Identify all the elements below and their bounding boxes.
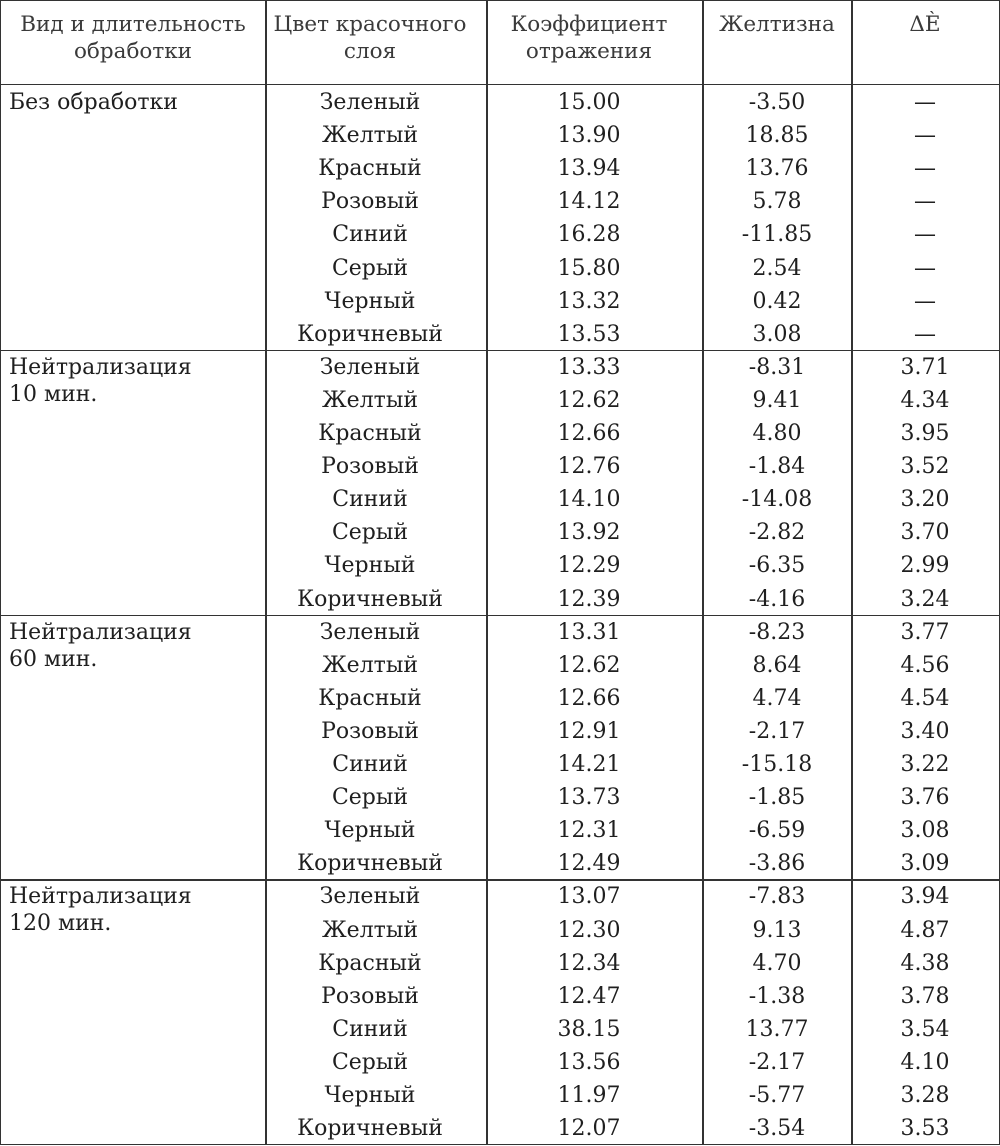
cell-yellowness: 8.64 — [752, 652, 802, 678]
header-delta-e — [909, 11, 940, 38]
cell-yellowness: -1.85 — [748, 785, 806, 811]
cell-delta-e: 4.34 — [900, 387, 950, 413]
cell-color: Красный — [318, 950, 422, 976]
cell-color: Зеленый — [319, 884, 421, 910]
header-treatment-line: Вид и длительность — [20, 12, 246, 37]
cell-reflectance: 12.29 — [557, 553, 621, 579]
group-separator — [0, 615, 1000, 616]
cell-color: Синий — [332, 1016, 408, 1042]
cell-yellowness: -6.59 — [748, 818, 806, 844]
group-label — [9, 89, 178, 116]
cell-yellowness: -2.17 — [748, 718, 806, 744]
cell-reflectance: 13.31 — [557, 619, 621, 645]
cell-reflectance: 13.33 — [557, 354, 621, 380]
cell-yellowness: -6.35 — [748, 553, 806, 579]
group-label-line: 60 мин. — [9, 646, 98, 672]
cell-reflectance: 12.39 — [557, 586, 621, 612]
cell-delta-e: 3.71 — [900, 354, 950, 380]
cell-color: Черный — [324, 553, 416, 579]
cell-delta-e: 3.08 — [900, 818, 950, 844]
cell-reflectance: 12.62 — [557, 652, 621, 678]
cell-yellowness: -15.18 — [741, 752, 813, 777]
header-treatment-line: обработки — [73, 39, 193, 64]
cell-delta-e: 4.10 — [900, 1049, 950, 1075]
cell-delta-e: 3.20 — [900, 487, 950, 513]
cell-color: Зеленый — [319, 619, 421, 645]
cell-delta-e: 4.38 — [900, 950, 950, 976]
cell-yellowness: 4.80 — [752, 421, 802, 446]
cell-reflectance: 13.92 — [557, 520, 621, 546]
cell-color: Черный — [324, 288, 416, 314]
cell-delta-e: 3.52 — [900, 454, 950, 480]
rule-vertical — [486, 0, 487, 1144]
cell-yellowness: 0.42 — [752, 288, 802, 314]
cell-delta-e: 2.99 — [900, 553, 950, 579]
cell-color: Розовый — [321, 718, 419, 744]
cell-delta-e: 3.78 — [900, 983, 950, 1009]
cell-delta-e: 3.70 — [900, 520, 950, 546]
cell-delta-e: 3.40 — [900, 718, 950, 744]
cell-yellowness: 18.85 — [745, 123, 809, 149]
cell-yellowness: -3.54 — [748, 1116, 806, 1142]
cell-yellowness: 2.54 — [752, 255, 802, 281]
cell-delta-e: — — [914, 156, 936, 182]
group-label — [9, 883, 192, 937]
cell-reflectance: 12.07 — [557, 1116, 621, 1142]
cell-color: Серый — [331, 255, 409, 281]
group-label — [9, 354, 192, 408]
cell-color: Синий — [332, 752, 408, 777]
cell-reflectance: 13.94 — [557, 156, 621, 182]
cell-yellowness: -3.86 — [748, 851, 806, 877]
cell-yellowness: -4.16 — [748, 586, 806, 612]
cell-yellowness: -1.84 — [748, 454, 806, 480]
cell-delta-e: — — [914, 255, 936, 281]
cell-color: Розовый — [321, 189, 419, 215]
cell-delta-e: 3.53 — [900, 1116, 950, 1142]
cell-yellowness: 13.76 — [745, 156, 809, 182]
cell-color: Синий — [332, 222, 408, 248]
cell-yellowness: -5.77 — [748, 1083, 806, 1108]
cell-yellowness: 5.78 — [752, 189, 802, 215]
cell-color: Желтый — [321, 123, 419, 149]
cell-delta-e: 3.24 — [900, 586, 950, 612]
cell-reflectance: 13.07 — [557, 884, 621, 910]
cell-delta-e: — — [914, 321, 936, 347]
cell-reflectance: 15.80 — [557, 255, 621, 281]
header-yellowness — [719, 11, 835, 38]
cell-color: Серый — [331, 520, 409, 546]
group-label-line: 120 мин. — [9, 911, 112, 937]
cell-yellowness: -11.85 — [741, 222, 813, 248]
cell-reflectance: 12.66 — [557, 685, 621, 711]
cell-reflectance: 12.66 — [557, 421, 621, 446]
cell-yellowness: -1.38 — [748, 983, 806, 1009]
cell-reflectance: 12.62 — [557, 387, 621, 413]
cell-color: Синий — [332, 487, 408, 513]
cell-delta-e: — — [914, 222, 936, 248]
cell-reflectance: 14.10 — [557, 487, 621, 513]
cell-color: Коричневый — [297, 851, 443, 877]
header-delta-e-line: ΔÈ — [909, 12, 941, 37]
cell-reflectance: 12.76 — [557, 454, 621, 480]
cell-yellowness: -14.08 — [741, 487, 813, 513]
cell-reflectance: 12.30 — [557, 917, 621, 943]
cell-color: Серый — [331, 785, 409, 811]
cell-delta-e: — — [914, 90, 936, 115]
cell-reflectance: 12.49 — [557, 851, 621, 877]
header-yellowness-line: Желтизна — [719, 12, 835, 37]
cell-reflectance: 13.73 — [557, 785, 621, 811]
cell-delta-e: 3.54 — [900, 1016, 950, 1042]
group-label-line: Нейтрализация — [9, 354, 192, 380]
cell-reflectance: 13.32 — [557, 288, 621, 314]
cell-delta-e: 3.28 — [900, 1083, 950, 1108]
cell-delta-e: — — [914, 189, 936, 215]
cell-color: Розовый — [321, 454, 419, 480]
header-color-line: слоя — [343, 39, 397, 64]
group-separator — [0, 350, 1000, 351]
cell-color: Черный — [324, 1083, 416, 1108]
rule-vertical — [702, 0, 703, 1144]
cell-yellowness: -2.17 — [748, 1049, 806, 1075]
group-separator — [0, 879, 1000, 880]
cell-yellowness: -2.82 — [748, 520, 806, 546]
cell-reflectance: 12.34 — [557, 950, 621, 976]
rule-bottom — [0, 1144, 1000, 1145]
cell-color: Красный — [318, 421, 422, 446]
cell-delta-e: 3.76 — [900, 785, 950, 811]
cell-color: Желтый — [321, 917, 419, 943]
header-reflectance-line: отражения — [525, 39, 653, 64]
cell-delta-e: 4.54 — [900, 685, 950, 711]
cell-delta-e: 3.09 — [900, 851, 950, 877]
cell-color: Коричневый — [297, 1116, 443, 1142]
cell-reflectance: 13.56 — [557, 1049, 621, 1075]
cell-delta-e: 3.22 — [900, 752, 950, 777]
cell-yellowness: 3.08 — [752, 321, 802, 347]
rule-vertical — [851, 0, 852, 1144]
cell-reflectance: 13.90 — [557, 123, 621, 149]
cell-color: Серый — [331, 1049, 409, 1075]
header-color — [273, 11, 466, 65]
cell-delta-e: 4.56 — [900, 652, 950, 678]
cell-reflectance: 13.53 — [557, 321, 621, 347]
cell-color: Зеленый — [319, 354, 421, 380]
group-label-line: 10 мин. — [9, 381, 98, 407]
header-reflectance-line: Коэффициент — [510, 12, 668, 37]
cell-yellowness: -3.50 — [748, 90, 806, 115]
cell-delta-e: — — [914, 123, 936, 149]
cell-reflectance: 38.15 — [557, 1016, 621, 1042]
cell-color: Коричневый — [297, 321, 443, 347]
cell-color: Коричневый — [297, 586, 443, 612]
cell-yellowness: 9.41 — [752, 387, 802, 413]
cell-yellowness: 13.77 — [745, 1016, 809, 1042]
cell-yellowness: -8.23 — [748, 619, 806, 645]
cell-yellowness: -7.83 — [748, 884, 806, 910]
cell-color: Зеленый — [319, 90, 421, 115]
header-reflectance — [511, 11, 668, 65]
cell-reflectance: 12.91 — [557, 718, 621, 744]
header-treatment — [20, 11, 246, 65]
rule-vertical — [0, 0, 1, 1144]
header-color-line: Цвет красочного — [273, 12, 467, 37]
cell-yellowness: 4.74 — [752, 685, 802, 711]
cell-delta-e: — — [914, 288, 936, 314]
cell-color: Красный — [318, 685, 422, 711]
cell-reflectance: 14.21 — [557, 752, 621, 777]
cell-reflectance: 14.12 — [557, 189, 621, 215]
cell-reflectance: 11.97 — [557, 1083, 621, 1108]
cell-yellowness: -8.31 — [748, 354, 806, 380]
cell-color: Желтый — [321, 387, 419, 413]
cell-delta-e: 3.77 — [900, 619, 950, 645]
group-label-line: Нейтрализация — [9, 619, 192, 645]
cell-color: Розовый — [321, 983, 419, 1009]
cell-delta-e: 4.87 — [900, 917, 950, 943]
cell-yellowness: 9.13 — [752, 917, 802, 943]
cell-delta-e: 3.94 — [900, 884, 950, 910]
cell-reflectance: 12.31 — [557, 818, 621, 844]
cell-reflectance: 12.47 — [557, 983, 621, 1009]
group-label — [9, 619, 192, 673]
group-label-line: Нейтрализация — [9, 884, 192, 910]
group-label-line: Без обработки — [9, 90, 178, 115]
cell-color: Красный — [318, 156, 422, 182]
rule-horizontal — [0, 84, 1000, 85]
cell-delta-e: 3.95 — [900, 421, 950, 446]
cell-color: Черный — [324, 818, 416, 844]
cell-reflectance: 16.28 — [557, 222, 621, 248]
cell-yellowness: 4.70 — [752, 950, 802, 976]
rule-horizontal — [0, 0, 1000, 1]
cell-reflectance: 15.00 — [557, 90, 621, 115]
rule-vertical — [265, 0, 266, 1144]
cell-color: Желтый — [321, 652, 419, 678]
